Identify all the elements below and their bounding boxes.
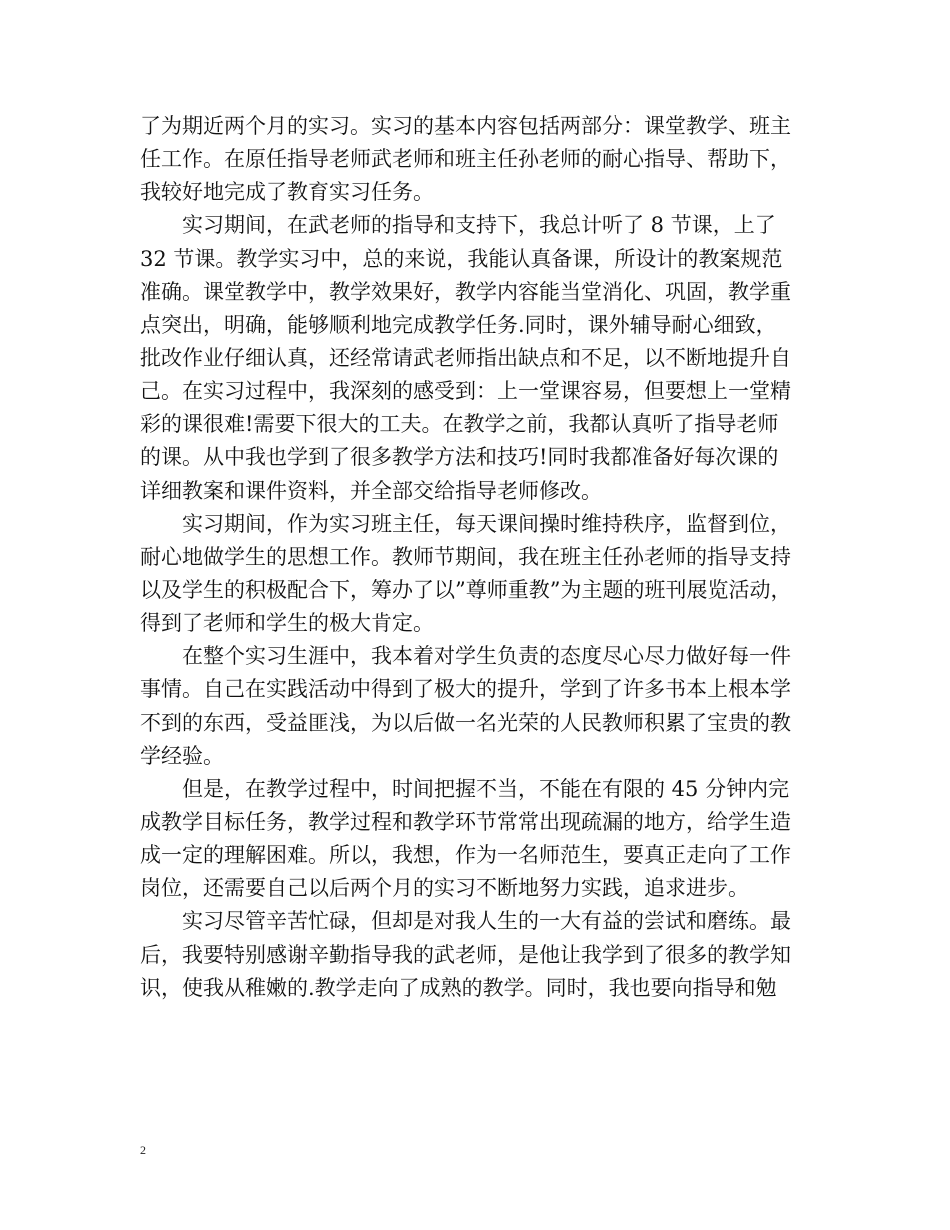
text-line: 后，我要特别感谢辛勤指导我的武老师，是他让我学到了很多的教学知 <box>140 942 791 967</box>
text-line: 32 节课。教学实习中，总的来说，我能认真备课，所设计的教案规范 <box>140 246 783 271</box>
text-line: 岗位，还需要自己以后两个月的实习不断地努力实践，追求进步。 <box>140 876 749 901</box>
text-line: 的课。从中我也学到了很多教学方法和技巧!同时我都准备好每次课的 <box>140 445 779 470</box>
text-line: 批改作业仔细认真，还经常请武老师指出缺点和不足，以不断地提升自 <box>140 345 791 370</box>
text-line: 成教学目标任务，教学过程和教学环节常常出现疏漏的地方，给学生造 <box>140 809 791 834</box>
text-line: 在整个实习生涯中，我本着对学生负责的态度尽心尽力做好每一件 <box>182 644 791 669</box>
text-line: 成一定的理解困难。所以，我想，作为一名师范生，要真正走向了工作 <box>140 843 791 868</box>
text-line: 任工作。在原任指导老师武老师和班主任孙老师的耐心指导、帮助下， <box>140 147 791 172</box>
text-line: 以及学生的积极配合下，筹办了以”尊师重教”为主题的班刊展览活动， <box>140 577 792 602</box>
text-line: 实习尽管辛苦忙碌，但却是对我人生的一大有益的尝试和磨练。最 <box>182 909 791 934</box>
text-line: 事情。自己在实践活动中得到了极大的提升，学到了许多书本上根本学 <box>140 677 791 702</box>
text-line: 不到的东西，受益匪浅，为以后做一名光荣的人民教师积累了宝贵的教 <box>140 710 791 735</box>
text-line: 但是，在教学过程中，时间把握不当，不能在有限的 45 分钟内完 <box>182 776 790 801</box>
text-line: 了为期近两个月的实习。实习的基本内容包括两部分：课堂教学、班主 <box>140 114 791 138</box>
text-line: 准确。课堂教学中，教学效果好，教学内容能当堂消化、巩固，教学重 <box>140 279 791 304</box>
text-line: 彩的课很难!需要下很大的工夫。在教学之前，我都认真听了指导老师 <box>140 412 779 437</box>
text-line: 点突出，明确，能够顺利地完成教学任务.同时，课外辅导耐心细致， <box>140 312 777 337</box>
text-line: 实习期间，在武老师的指导和支持下，我总计听了 8 节课，上了 <box>182 213 776 238</box>
text-line: 得到了老师和学生的极大肯定。 <box>140 611 434 636</box>
text-line: 我较好地完成了教育实习任务。 <box>140 180 434 205</box>
text-line: 详细教案和课件资料，并全部交给指导老师修改。 <box>140 478 602 503</box>
page-number: 2 <box>140 1143 146 1157</box>
text-line: 耐心地做学生的思想工作。教师节期间，我在班主任孙老师的指导支持 <box>140 544 791 569</box>
text-line: 实习期间，作为实习班主任，每天课间操时维持秩序，监督到位， <box>182 511 791 536</box>
body-text <box>140 110 820 1005</box>
text-line: 识，使我从稚嫩的.教学走向了成熟的教学。同时，我也要向指导和勉 <box>140 975 777 1000</box>
text-line: 学经验。 <box>140 743 224 768</box>
text-line: 己。在实习过程中，我深刻的感受到：上一堂课容易，但要想上一堂精 <box>140 379 791 404</box>
